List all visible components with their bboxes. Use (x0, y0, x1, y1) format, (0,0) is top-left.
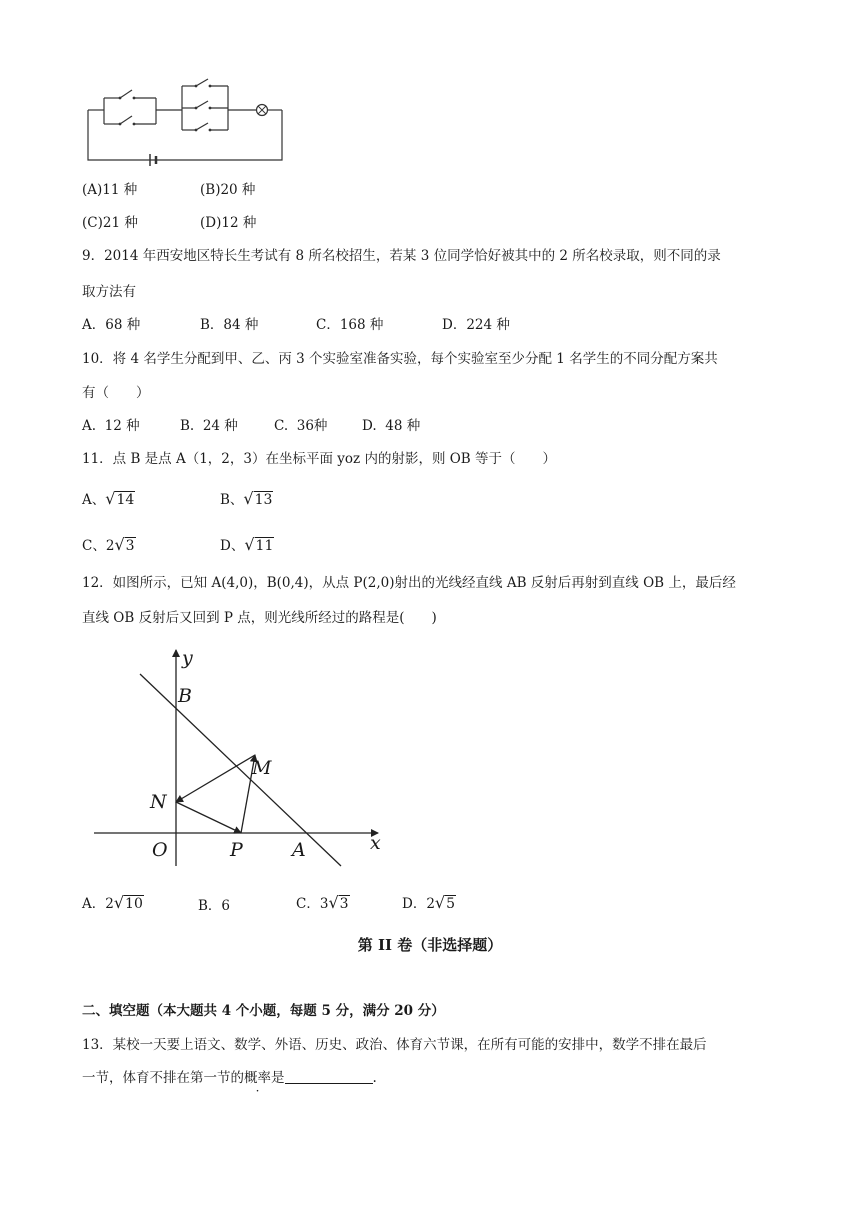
q13-answer-blank (285, 1069, 373, 1084)
q13-text-line1: 13．某校一天要上语文、数学、外语、历史、政治、体育六节课，在所有可能的安排中，数学不排在最后 (82, 1037, 707, 1053)
q9-option-b: B．84 种 (200, 317, 259, 333)
ray-np (176, 802, 241, 833)
q8-option-a: (A)11 种 (82, 182, 138, 198)
label-n: N (150, 791, 167, 813)
q10-option-c-value: 36种 (296, 418, 328, 434)
q12-option-b-prefix: B． (198, 898, 222, 914)
q11-option-c-prefix: C、 (82, 538, 106, 554)
q11-text: 11．点 B 是点 A（1，2，3）在坐标平面 yoz 内的射影，则 OB 等于（ ） (82, 451, 557, 467)
q12-option-b (198, 896, 230, 916)
q9-option-d: D．224 种 (442, 317, 510, 333)
q12-option-c-prefix: C． (296, 896, 320, 912)
q9-text-line2: 取方法有 (82, 284, 136, 300)
q11-option-d-prefix: D、 (220, 538, 245, 554)
q10-text-line1: 10．将 4 名学生分配到甲、乙、丙 3 个实验室准备实验，每个实验室至少分配 1 名学生的不同分配方案共 (82, 351, 718, 367)
q10-option-a (82, 416, 140, 436)
q12-text-line1: 12．如图所示，已知 A(4,0)，B(0,4)，从点 P(2,0)射出的光线经直线 AB 反射后再射到直线 OB 上，最后经 (82, 575, 736, 591)
line-ab (140, 674, 341, 866)
q11-option-c: C、2√3 (82, 535, 135, 554)
label-p: P (230, 839, 243, 861)
q12-option-a-prefix: A． (82, 896, 106, 912)
q10-option-b-value: 24 种 (202, 418, 238, 434)
q12-option-c-radicand: 3 (339, 896, 349, 912)
section-heading: 第 II 卷（非选择题） (357, 936, 503, 954)
q9-option-a: A．68 种 (82, 317, 141, 333)
q8-option-b: (B)20 种 (200, 182, 256, 198)
q10-option-b-letter: B. (180, 418, 195, 434)
q11-option-b-radicand: 13 (254, 492, 273, 508)
q13-text-line2-pre: 一节，体育不排在第一节的 (82, 1070, 244, 1086)
q10-option-b (180, 416, 238, 436)
q10-option-d-value: 48 种 (385, 418, 421, 434)
label-x: x (370, 832, 381, 854)
q12-option-b-coef: 6 (221, 898, 231, 914)
label-b: B (178, 685, 192, 707)
q9-option-c: C．168 种 (316, 317, 384, 333)
q12-option-c: C．3√3 (296, 893, 349, 912)
q10-option-a-value: 12 种 (104, 418, 140, 434)
q11-option-a-prefix: A、 (82, 492, 106, 508)
label-y: y (182, 647, 193, 669)
q12-option-d-radicand: 5 (446, 896, 456, 912)
q12-option-d: D．2√5 (402, 893, 456, 912)
label-a: A (292, 839, 306, 861)
q13-text-line2-post: 是 (271, 1070, 285, 1086)
q12-option-d-coef: 2 (426, 896, 435, 912)
reflection-figure (88, 640, 398, 870)
q10-option-c-letter: C. (274, 418, 289, 434)
q11-option-c-radicand: 3 (125, 538, 135, 554)
q12-option-c-coef: 3 (319, 896, 329, 912)
label-o: O (152, 839, 168, 861)
q11-option-a: A、√14 (82, 489, 135, 508)
q11-option-d-radicand: 11 (255, 538, 274, 554)
circuit-diagram (80, 76, 290, 168)
q10-option-a-letter: A. (82, 418, 97, 434)
q10-option-d (362, 416, 420, 436)
label-m: M (252, 757, 272, 779)
q11-option-d: D、√11 (220, 535, 274, 554)
q9-text-line1: 9．2014 年西安地区特长生考试有 8 所名校招生，若某 3 位同学恰好被其中的 2 所名校录取，则不同的录 (82, 248, 721, 264)
q13-text-line2 (82, 1068, 377, 1088)
ray-mn (176, 755, 255, 802)
q12-option-a-coef: 2 (105, 896, 114, 912)
q12-option-a-radicand: 10 (125, 896, 143, 912)
q11-option-c-coef: 2 (105, 538, 115, 554)
q12-text-line2: 直线 OB 反射后又回到 P 点，则光线所经过的路程是( ) (82, 610, 437, 626)
section-subheading: 二、填空题（本大题共 4 个小题，每题 5 分，满分 20 分） (82, 1003, 445, 1019)
q11-option-b-prefix: B、 (220, 492, 244, 508)
q11-option-b: B、√13 (220, 489, 273, 508)
q8-option-d: (D)12 种 (200, 215, 257, 231)
q13-emphasized-word: 概率 (244, 1070, 271, 1086)
q12-option-d-prefix: D． (402, 896, 427, 912)
q10-option-d-letter: D. (362, 418, 377, 434)
q10-text-line2: 有（ ） (82, 385, 150, 401)
q10-option-c (274, 416, 327, 436)
q13-text-line2-end: . (372, 1070, 377, 1086)
q12-option-a: A．2√10 (82, 893, 143, 912)
q8-option-c: (C)21 种 (82, 215, 138, 231)
q11-option-a-radicand: 14 (116, 492, 135, 508)
